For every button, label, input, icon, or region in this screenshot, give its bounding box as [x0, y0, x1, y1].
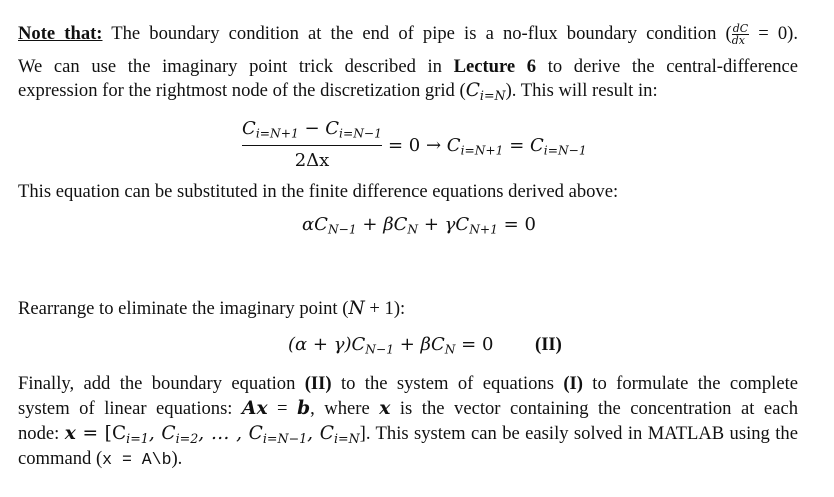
equation-2: $\alpha C_{N-1} + \beta C_N + \gamma C_{N+1} = 0$ — [302, 214, 536, 237]
eq1-numerator: $C_{i=N+1} - C_{i=N-1}$ — [242, 118, 382, 141]
eq1-denominator: 2Δx — [294, 150, 330, 171]
note-line — [18, 23, 798, 46]
finally-line-4: command (x = A\b). — [18, 448, 183, 469]
rearrange-text: Rearrange to eliminate the imaginary point (N + 1): — [18, 298, 406, 319]
intro-line-2: expression for the rightmost node of the discretization grid $(C_{i=N})$. This will result in: — [18, 80, 658, 103]
lecture-ref: Lecture 6 — [453, 56, 537, 77]
note-tail: = 0). — [749, 23, 799, 44]
equation-1-fraction — [242, 118, 382, 174]
matlab-command: x = A\b — [102, 450, 172, 469]
finally-line-2: system of linear equations: Ax = b, where x is the vector containing the concentration at each — [18, 398, 798, 419]
note-text: The boundary condition at the end of pipe is a no-flux boundary condition ( — [102, 23, 732, 44]
equation-3: $(\alpha + \gamma)C_{N-1} + \beta C_N = 0$ — [288, 334, 494, 357]
note-label: Note that: — [18, 23, 103, 44]
equation-1-rhs: = $0 \to C_{i=N+1} = C_{i=N-1}$ — [388, 135, 587, 158]
equation-3-tag: (II) — [535, 334, 562, 355]
substitution-text: This equation can be substituted in the finite difference equations derived above: — [18, 181, 619, 202]
dcdx-fraction: $\frac{dC}{dx}$ — [731, 22, 749, 48]
intro-line-1: We can use the imaginary point trick described in Lecture 6 to derive the central-difference — [18, 56, 798, 77]
finally-line-1: Finally, add the boundary equation (II) to the system of equations (I) to formulate the complete — [18, 373, 798, 394]
finally-line-3: node: $x = [C_{i=1}$, $C_{i=2}$, … , $C_{i=N-1}$, $C_{i=N}$]. This system can be easily solved in MATLAB using the — [18, 423, 798, 446]
eq1-fraction-bar — [242, 145, 382, 146]
